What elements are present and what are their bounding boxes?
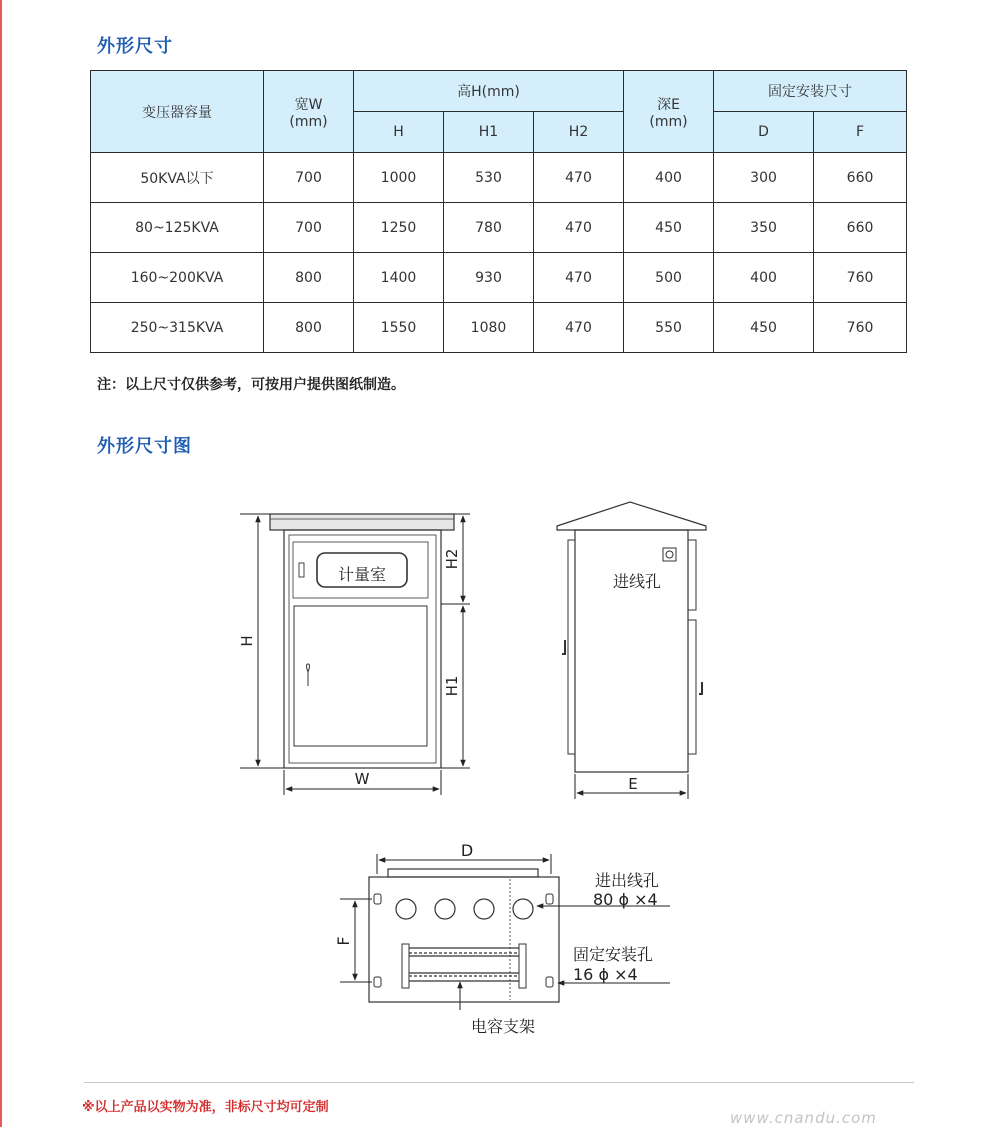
table-cell: 160~200KVA bbox=[91, 253, 264, 303]
table-cell: 350 bbox=[714, 203, 814, 253]
table-cell: 1400 bbox=[354, 253, 444, 303]
cable-hole-icon bbox=[435, 899, 455, 919]
table-cell: 470 bbox=[534, 203, 624, 253]
dim-label-h2: H2 bbox=[443, 548, 461, 570]
mount-hole-icon bbox=[374, 894, 381, 904]
table-cell: 1000 bbox=[354, 153, 444, 203]
table-cell: 50KVA以下 bbox=[91, 153, 264, 203]
cable-entry-label: 进线孔 bbox=[612, 572, 662, 591]
header-f: F bbox=[814, 112, 907, 153]
table-cell: 450 bbox=[624, 203, 714, 253]
dim-label-d: D bbox=[460, 841, 474, 860]
top-base-plate bbox=[369, 877, 559, 1002]
dim-label-h1: H1 bbox=[443, 675, 461, 697]
table-cell: 1080 bbox=[444, 303, 534, 353]
dim-label-f: F bbox=[334, 936, 353, 946]
side-roof bbox=[557, 502, 706, 530]
table-cell: 470 bbox=[534, 153, 624, 203]
header-width-unit: (mm) bbox=[289, 113, 328, 130]
top-view bbox=[369, 869, 559, 1002]
table-cell: 400 bbox=[624, 153, 714, 203]
front-door bbox=[294, 606, 427, 746]
mount-hole-icon bbox=[546, 977, 553, 987]
table-cell: 550 bbox=[624, 303, 714, 353]
table-cell: 470 bbox=[534, 303, 624, 353]
dim-label-e: E bbox=[628, 775, 638, 793]
cable-hole-icon bbox=[513, 899, 533, 919]
table-cell: 300 bbox=[714, 153, 814, 203]
cable-hole-icon bbox=[396, 899, 416, 919]
header-depth-unit: (mm) bbox=[649, 113, 688, 130]
side-front-door-edge bbox=[568, 540, 575, 754]
front-roof bbox=[270, 514, 454, 530]
mount-hole-spec: 16 ϕ ×4 bbox=[573, 965, 638, 984]
header-depth-label: 深E bbox=[657, 96, 680, 113]
table-cell: 800 bbox=[264, 253, 354, 303]
meter-room-label: 计量室 bbox=[337, 565, 387, 584]
header-h1: H1 bbox=[444, 112, 534, 153]
side-view bbox=[557, 502, 706, 772]
table-cell: 500 bbox=[624, 253, 714, 303]
header-h: H bbox=[354, 112, 444, 153]
table-cell: 760 bbox=[814, 253, 907, 303]
bracket-post bbox=[402, 944, 409, 988]
table-cell: 80~125KVA bbox=[91, 203, 264, 253]
site-watermark: www.cnandu.com bbox=[730, 1109, 877, 1127]
mount-hole-icon bbox=[374, 977, 381, 987]
side-cabinet-body bbox=[575, 530, 688, 772]
meter-latch-icon bbox=[299, 563, 304, 577]
cable-hole-icon bbox=[474, 899, 494, 919]
table-cell: 1550 bbox=[354, 303, 444, 353]
front-view bbox=[270, 514, 454, 768]
dim-label-w: W bbox=[354, 770, 370, 788]
table-cell: 470 bbox=[534, 253, 624, 303]
table-cell: 930 bbox=[444, 253, 534, 303]
section-title-drawing: 外形尺寸图 bbox=[97, 436, 192, 457]
table-cell: 700 bbox=[264, 153, 354, 203]
header-height: 高H(mm) bbox=[354, 71, 624, 112]
header-d: D bbox=[714, 112, 814, 153]
table-cell: 780 bbox=[444, 203, 534, 253]
table-cell: 760 bbox=[814, 303, 907, 353]
table-cell: 1250 bbox=[354, 203, 444, 253]
header-capacity: 变压器容量 bbox=[91, 71, 264, 153]
door-handle-icon bbox=[307, 664, 310, 686]
top-rear-flange bbox=[388, 869, 538, 877]
header-mount: 固定安装尺寸 bbox=[714, 71, 907, 112]
table-cell: 400 bbox=[714, 253, 814, 303]
table-cell: 530 bbox=[444, 153, 534, 203]
footer-divider bbox=[84, 1082, 914, 1083]
table-cell: 660 bbox=[814, 153, 907, 203]
mount-hole-label: 固定安装孔 bbox=[573, 945, 654, 964]
header-width-label: 宽W bbox=[294, 96, 323, 113]
table-cell: 250~315KVA bbox=[91, 303, 264, 353]
footer-note: ※以上产品以实物为准，非标尺寸均可定制 bbox=[82, 1100, 329, 1115]
inout-hole-spec: 80 ϕ ×4 bbox=[593, 890, 658, 909]
front-dimensions bbox=[240, 514, 470, 795]
dim-label-h: H bbox=[238, 635, 256, 647]
table-cell: 660 bbox=[814, 203, 907, 253]
dimension-note: 注：以上尺寸仅供参考，可按用户提供图纸制造。 bbox=[97, 377, 405, 393]
table-cell: 700 bbox=[264, 203, 354, 253]
table-cell: 800 bbox=[264, 303, 354, 353]
bracket-post bbox=[519, 944, 526, 988]
inout-hole-label: 进出线孔 bbox=[595, 871, 660, 890]
mount-hole-icon bbox=[546, 894, 553, 904]
cable-entry-hole-icon bbox=[663, 548, 676, 561]
section-title-dimensions: 外形尺寸 bbox=[97, 36, 173, 57]
capacitor-bracket-label: 电容支架 bbox=[470, 1017, 536, 1036]
header-h2: H2 bbox=[534, 112, 624, 153]
table-cell: 450 bbox=[714, 303, 814, 353]
